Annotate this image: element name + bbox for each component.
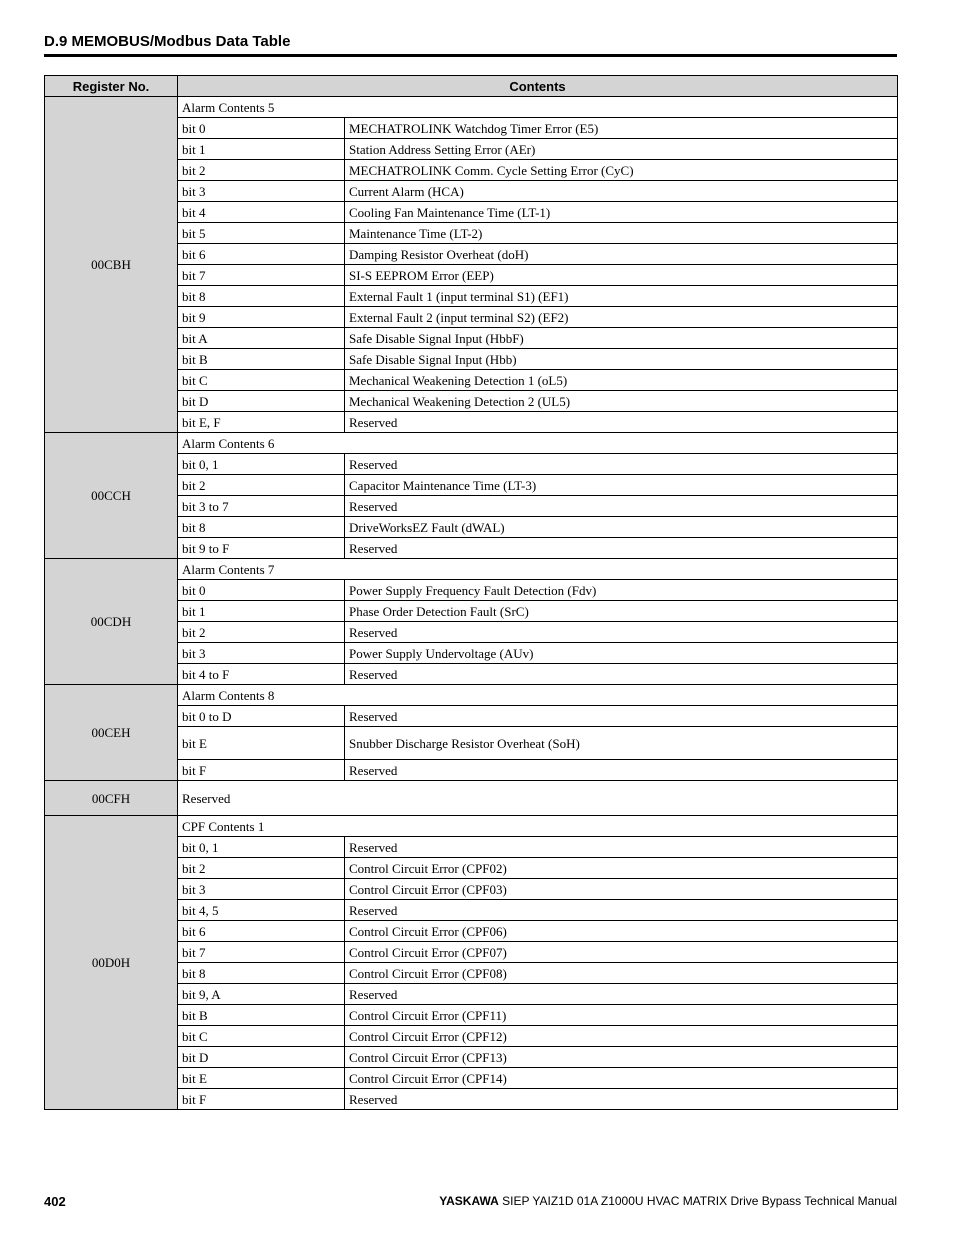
bit-cell: bit 2 xyxy=(178,622,345,643)
bit-cell: bit E xyxy=(178,1068,345,1089)
bit-cell: bit B xyxy=(178,349,345,370)
bit-cell: bit E, F xyxy=(178,412,345,433)
register-heading-row xyxy=(45,816,898,837)
bit-cell: bit 0 xyxy=(178,580,345,601)
bit-cell: bit 1 xyxy=(178,139,345,160)
register-column-header: Register No. xyxy=(45,76,178,97)
bit-cell: bit 7 xyxy=(178,265,345,286)
description-cell: DriveWorksEZ Fault (dWAL) xyxy=(345,517,898,538)
bit-cell: bit 8 xyxy=(178,963,345,984)
contents-column-header: Contents xyxy=(178,76,898,97)
description-cell: Cooling Fan Maintenance Time (LT-1) xyxy=(345,202,898,223)
bit-cell: bit 3 xyxy=(178,879,345,900)
description-cell: Capacitor Maintenance Time (LT-3) xyxy=(345,475,898,496)
bit-cell: bit 4 xyxy=(178,202,345,223)
register-heading: Alarm Contents 8 xyxy=(178,685,898,706)
bit-cell: bit 0, 1 xyxy=(178,454,345,475)
register-heading: CPF Contents 1 xyxy=(178,816,898,837)
description-cell: Reserved xyxy=(345,760,898,781)
description-cell: Phase Order Detection Fault (SrC) xyxy=(345,601,898,622)
description-cell: Reserved xyxy=(345,900,898,921)
bit-cell: bit 0 to D xyxy=(178,706,345,727)
description-cell: Reserved xyxy=(345,706,898,727)
description-cell: Reserved xyxy=(345,622,898,643)
page-number: 402 xyxy=(44,1194,66,1209)
bit-cell: bit 1 xyxy=(178,601,345,622)
description-cell: SI-S EEPROM Error (EEP) xyxy=(345,265,898,286)
bit-cell: bit 2 xyxy=(178,475,345,496)
description-cell: Control Circuit Error (CPF02) xyxy=(345,858,898,879)
description-cell: External Fault 2 (input terminal S2) (EF2) xyxy=(345,307,898,328)
bit-cell: bit 9 to F xyxy=(178,538,345,559)
bit-cell: bit 4 to F xyxy=(178,664,345,685)
register-heading-row xyxy=(45,559,898,580)
bit-cell: bit 4, 5 xyxy=(178,900,345,921)
bit-cell: bit C xyxy=(178,1026,345,1047)
bit-cell: bit 6 xyxy=(178,244,345,265)
bit-cell: bit C xyxy=(178,370,345,391)
description-cell: Reserved xyxy=(345,837,898,858)
description-cell: MECHATROLINK Watchdog Timer Error (E5) xyxy=(345,118,898,139)
register-number: 00CDH xyxy=(45,559,178,685)
title-rule xyxy=(44,54,897,57)
bit-cell: bit F xyxy=(178,760,345,781)
description-cell: Control Circuit Error (CPF06) xyxy=(345,921,898,942)
bit-cell: bit 3 to 7 xyxy=(178,496,345,517)
bit-cell: bit A xyxy=(178,328,345,349)
description-cell: Power Supply Undervoltage (AUv) xyxy=(345,643,898,664)
description-cell: Control Circuit Error (CPF12) xyxy=(345,1026,898,1047)
register-contents: Reserved xyxy=(178,781,898,816)
description-cell: External Fault 1 (input terminal S1) (EF1) xyxy=(345,286,898,307)
description-cell: Reserved xyxy=(345,496,898,517)
bit-cell: bit 0, 1 xyxy=(178,837,345,858)
register-number: 00D0H xyxy=(45,816,178,1110)
description-cell: Damping Resistor Overheat (doH) xyxy=(345,244,898,265)
bit-cell: bit 3 xyxy=(178,181,345,202)
bit-cell: bit 6 xyxy=(178,921,345,942)
register-number: 00CEH xyxy=(45,685,178,781)
bit-cell: bit 9 xyxy=(178,307,345,328)
description-cell: Reserved xyxy=(345,664,898,685)
brand-name: YASKAWA xyxy=(439,1194,499,1208)
footer-manual-title xyxy=(439,1194,897,1208)
register-row xyxy=(45,781,898,816)
bit-cell: bit 9, A xyxy=(178,984,345,1005)
description-cell: Control Circuit Error (CPF03) xyxy=(345,879,898,900)
bit-cell: bit 3 xyxy=(178,643,345,664)
table-header-row xyxy=(45,76,898,97)
description-cell: Reserved xyxy=(345,412,898,433)
description-cell: Control Circuit Error (CPF07) xyxy=(345,942,898,963)
description-cell: Snubber Discharge Resistor Overheat (SoH) xyxy=(345,727,898,760)
description-cell: Control Circuit Error (CPF11) xyxy=(345,1005,898,1026)
register-heading: Alarm Contents 5 xyxy=(178,97,898,118)
manual-title: SIEP YAIZ1D 01A Z1000U HVAC MATRIX Drive Bypass Technical Manual xyxy=(502,1194,897,1208)
description-cell: MECHATROLINK Comm. Cycle Setting Error (CyC) xyxy=(345,160,898,181)
memobus-data-table xyxy=(44,75,898,1110)
register-heading-row xyxy=(45,685,898,706)
description-cell: Mechanical Weakening Detection 1 (oL5) xyxy=(345,370,898,391)
section-title: D.9 MEMOBUS/Modbus Data Table xyxy=(44,33,291,50)
bit-cell: bit B xyxy=(178,1005,345,1026)
description-cell: Power Supply Frequency Fault Detection (Fdv) xyxy=(345,580,898,601)
register-heading: Alarm Contents 7 xyxy=(178,559,898,580)
register-number: 00CBH xyxy=(45,97,178,433)
description-cell: Current Alarm (HCA) xyxy=(345,181,898,202)
description-cell: Reserved xyxy=(345,1089,898,1110)
description-cell: Safe Disable Signal Input (Hbb) xyxy=(345,349,898,370)
description-cell: Maintenance Time (LT-2) xyxy=(345,223,898,244)
bit-cell: bit D xyxy=(178,1047,345,1068)
bit-cell: bit 7 xyxy=(178,942,345,963)
register-heading-row xyxy=(45,433,898,454)
table-body xyxy=(45,97,898,1110)
description-cell: Reserved xyxy=(345,538,898,559)
description-cell: Reserved xyxy=(345,984,898,1005)
bit-cell: bit 8 xyxy=(178,286,345,307)
bit-cell: bit D xyxy=(178,391,345,412)
bit-cell: bit 2 xyxy=(178,160,345,181)
description-cell: Safe Disable Signal Input (HbbF) xyxy=(345,328,898,349)
description-cell: Control Circuit Error (CPF08) xyxy=(345,963,898,984)
register-heading-row xyxy=(45,97,898,118)
description-cell: Control Circuit Error (CPF13) xyxy=(345,1047,898,1068)
bit-cell: bit F xyxy=(178,1089,345,1110)
register-number: 00CFH xyxy=(45,781,178,816)
description-cell: Reserved xyxy=(345,454,898,475)
bit-cell: bit 8 xyxy=(178,517,345,538)
bit-cell: bit 2 xyxy=(178,858,345,879)
bit-cell: bit 5 xyxy=(178,223,345,244)
register-number: 00CCH xyxy=(45,433,178,559)
bit-cell: bit 0 xyxy=(178,118,345,139)
bit-cell: bit E xyxy=(178,727,345,760)
register-heading: Alarm Contents 6 xyxy=(178,433,898,454)
description-cell: Station Address Setting Error (AEr) xyxy=(345,139,898,160)
description-cell: Control Circuit Error (CPF14) xyxy=(345,1068,898,1089)
description-cell: Mechanical Weakening Detection 2 (UL5) xyxy=(345,391,898,412)
